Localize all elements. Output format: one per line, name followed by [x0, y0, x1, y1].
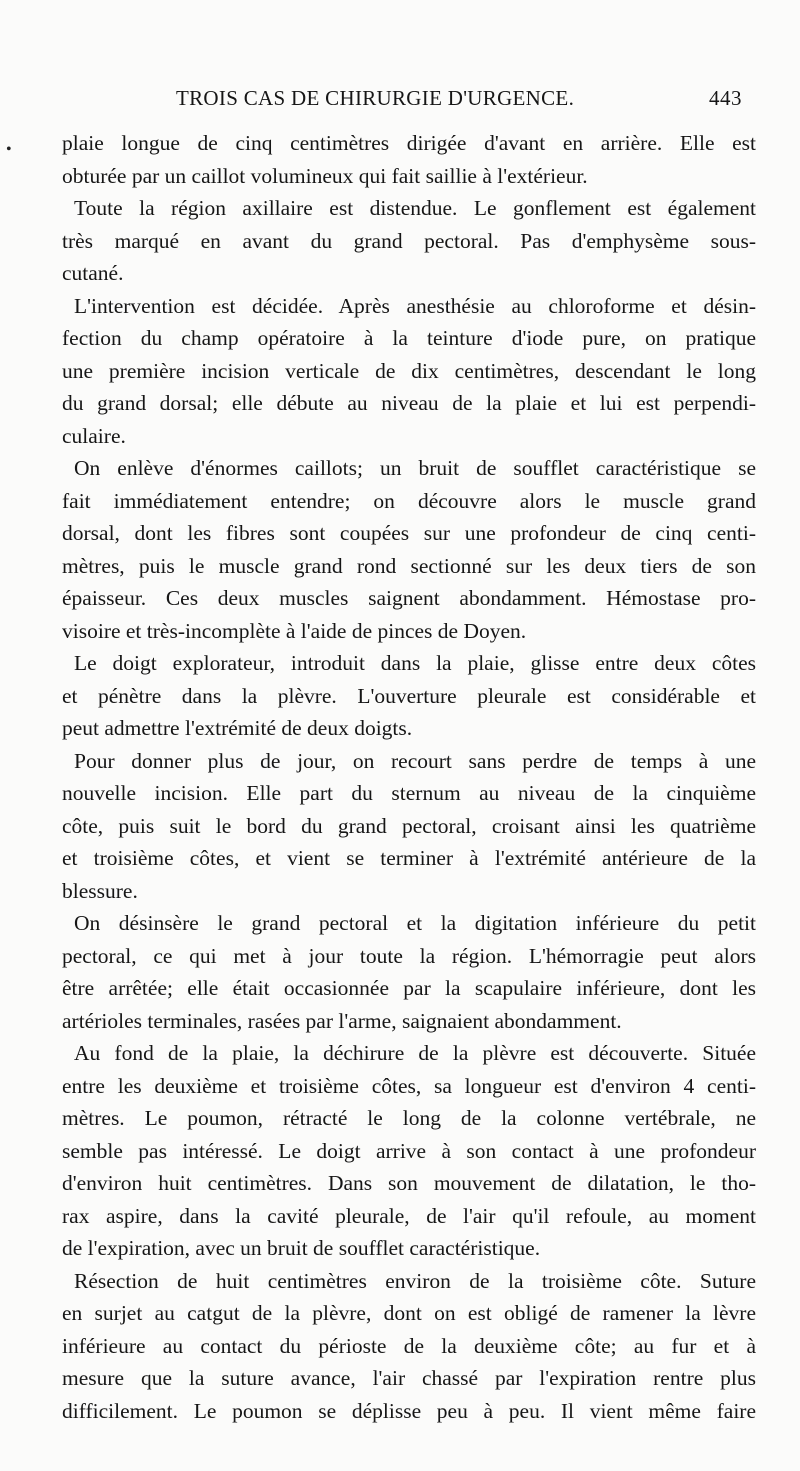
- text-line: Résection de huit centimètres environ de la troisième côte. Suture: [74, 1268, 756, 1293]
- text-line: d'environ huit centimètres. Dans son mouvement de dilatation, le tho-: [62, 1171, 756, 1195]
- text-line: être arrêtée; elle était occasionnée par la scapulaire inférieure, dont les: [62, 976, 756, 1000]
- text-line: Le doigt explorateur, introduit dans la plaie, glisse entre deux côtes: [74, 651, 756, 675]
- text-line: visoire et très-incomplète à l'aide de pinces de Doyen.: [62, 618, 527, 643]
- text-line: dorsal, dont les fibres sont coupées sur une profondeur de cinq centi-: [62, 521, 756, 545]
- text-line: pectoral, ce qui met à jour toute la région. L'hémorragie peut alors: [62, 943, 756, 968]
- text-line: et pénètre dans la plèvre. L'ouverture pleurale est considérable et: [62, 683, 756, 708]
- text-line: une première incision verticale de dix centimètres, descendant le long: [62, 358, 756, 383]
- text-line: épaisseur. Ces deux muscles saignent abondamment. Hémostase pro-: [62, 586, 756, 610]
- text-line: de l'expiration, avec un bruit de soufflet caractéristique.: [62, 1236, 541, 1260]
- text-line: fection du champ opératoire à la teinture d'iode pure, on pratique: [62, 326, 756, 350]
- text-line: fait immédiatement entendre; on découvre alors le muscle grand: [62, 488, 756, 513]
- text-line: L'intervention est décidée. Après anesthésie au chloroforme et désin-: [74, 293, 756, 318]
- text-line: difficilement. Le poumon se déplisse peu à peu. Il vient même faire: [62, 1398, 756, 1423]
- text-line: mètres. Le poumon, rétracté le long de la colonne vertébrale, ne: [62, 1106, 756, 1130]
- text-line: blessure.: [62, 878, 138, 903]
- text-line: Toute la région axillaire est distendue. Le gonflement est également: [74, 196, 756, 220]
- text-line: On enlève d'énormes caillots; un bruit de soufflet caractéristique se: [74, 456, 756, 480]
- text-line: culaire.: [62, 423, 126, 448]
- text-line: du grand dorsal; elle débute au niveau de la plaie et lui est perpendi-: [62, 391, 756, 415]
- text-line: artérioles terminales, rasées par l'arme, saignaient abondamment.: [62, 1008, 622, 1033]
- text-line: mesure que la suture avance, l'air chassé par l'expiration rentre plus: [62, 1366, 756, 1390]
- text-line: semble pas intéressé. Le doigt arrive à son contact à une profondeur: [62, 1138, 756, 1163]
- text-line: peut admettre l'extrémité de deux doigts.: [62, 716, 413, 740]
- body-text: [62, 127, 756, 1427]
- text-line: Pour donner plus de jour, on recourt sans perdre de temps à une: [74, 748, 756, 773]
- text-line: nouvelle incision. Elle part du sternum au niveau de la cinquième: [62, 781, 756, 805]
- text-line: plaie longue de cinq centimètres dirigée d'avant en arrière. Elle est: [62, 131, 756, 155]
- running-title: TROIS CAS DE CHIRURGIE D'URGENCE.: [176, 86, 575, 110]
- page-number: 443: [709, 86, 742, 110]
- page-header: [176, 86, 742, 116]
- text-line: obturée par un caillot volumineux qui fait saillie à l'extérieur.: [62, 163, 588, 188]
- text-line: entre les deuxième et troisième côtes, sa longueur est d'environ 4 centi-: [62, 1073, 756, 1098]
- text-line: en surjet au catgut de la plèvre, dont on est obligé de ramener la lèvre: [62, 1301, 756, 1325]
- text-line: rax aspire, dans la cavité pleurale, de l'air qu'il refoule, au moment: [62, 1203, 756, 1228]
- text-line: Au fond de la plaie, la déchirure de la plèvre est découverte. Située: [74, 1041, 756, 1065]
- margin-mark: •: [6, 141, 12, 158]
- text-line: très marqué en avant du grand pectoral. Pas d'emphysème sous-: [62, 228, 756, 253]
- text-line: On désinsère le grand pectoral et la digitation inférieure du petit: [74, 911, 756, 935]
- text-line: cutané.: [62, 261, 124, 285]
- text-line: inférieure au contact du périoste de la deuxième côte; au fur et à: [62, 1333, 756, 1358]
- text-line: côte, puis suit le bord du grand pectoral, croisant ainsi les quatrième: [62, 813, 756, 838]
- text-line: mètres, puis le muscle grand rond sectionné sur les deux tiers de son: [62, 553, 756, 578]
- text-line: et troisième côtes, et vient se terminer à l'extrémité antérieure de la: [62, 846, 756, 870]
